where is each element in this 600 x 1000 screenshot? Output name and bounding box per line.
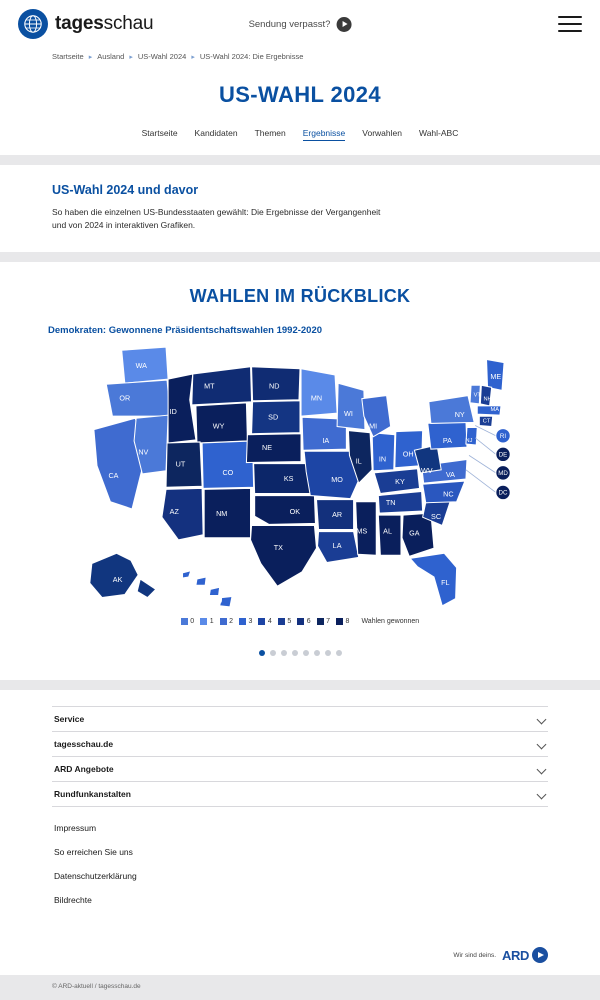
footer-link-datenschutz[interactable]: Datenschutzerklärung: [54, 871, 137, 882]
svg-text:ME: ME: [490, 372, 502, 382]
svg-text:OK: OK: [289, 507, 301, 517]
site-header: [0, 0, 600, 48]
breadcrumb: [0, 48, 600, 68]
ard-claim: Wir sind deins.: [453, 951, 497, 959]
legend-item-1: [200, 618, 213, 625]
carousel-dot-8[interactable]: [336, 650, 342, 656]
svg-text:KS: KS: [283, 474, 294, 484]
ard-logo-text: ARD: [502, 947, 529, 963]
svg-text:CT: CT: [482, 418, 491, 425]
legend-item-0: [181, 618, 194, 625]
svg-text:LA: LA: [332, 541, 342, 551]
breadcrumb-item-2[interactable]: US-Wahl 2024: [137, 52, 187, 61]
carousel-dot-4[interactable]: [292, 650, 298, 656]
hamburger-menu-icon[interactable]: [558, 16, 582, 32]
svg-text:KY: KY: [395, 477, 405, 487]
svg-text:OR: OR: [119, 394, 131, 404]
svg-text:UT: UT: [175, 460, 186, 470]
tab-startseite[interactable]: Startseite: [141, 128, 178, 138]
legend-value-3: 3: [248, 618, 253, 626]
teaser-headline[interactable]: US-Wahl 2024 und davor: [52, 183, 199, 197]
section-nav: [0, 116, 600, 155]
tagesschau-globe-icon: [18, 9, 48, 39]
chart-section: [0, 262, 600, 680]
chart-title: WAHLEN IM RÜCKBLICK: [189, 286, 411, 307]
chevron-down-icon: [537, 715, 546, 724]
chart-subtitle: Demokraten: Gewonnene Präsidentschaftswahlen 1992-2020: [48, 325, 323, 337]
svg-text:SD: SD: [268, 412, 279, 422]
svg-text:MT: MT: [204, 381, 215, 391]
breadcrumb-separator-icon: ▸: [191, 53, 195, 61]
svg-text:NE: NE: [262, 443, 273, 453]
carousel-dot-5[interactable]: [303, 650, 309, 656]
svg-text:GA: GA: [409, 529, 420, 539]
svg-text:WY: WY: [212, 421, 225, 431]
svg-text:WV: WV: [420, 466, 433, 476]
svg-text:IA: IA: [322, 436, 330, 446]
legend-item-8: [336, 618, 349, 625]
legend-item-6: [297, 618, 310, 625]
svg-text:IL: IL: [355, 456, 362, 466]
svg-text:NM: NM: [216, 509, 228, 519]
accordion-ard-angebote-label: ARD Angebote: [54, 764, 114, 775]
chevron-down-icon: [537, 740, 546, 749]
breadcrumb-separator-icon: ▸: [88, 53, 93, 61]
legend-value-6: 6: [306, 618, 311, 626]
svg-text:MD: MD: [498, 470, 508, 478]
us-choropleth-map[interactable]: [0, 342, 600, 612]
tab-wahl-abc[interactable]: Wahl-ABC: [418, 128, 459, 138]
svg-text:ID: ID: [169, 407, 177, 417]
legend-value-4: 4: [267, 618, 272, 626]
carousel-dot-1[interactable]: [259, 650, 265, 656]
carousel-dot-3[interactable]: [281, 650, 287, 656]
legend-item-2: [220, 618, 233, 625]
legend-item-7: [317, 618, 330, 625]
teaser-text: So haben die einzelnen US-Bundesstaaten gewählt: Die Ergebnisse der Vergangenheit und von 2024 in interaktiven Grafiken.: [52, 207, 381, 231]
tab-kandidaten[interactable]: Kandidaten: [194, 128, 238, 138]
chevron-down-icon: [537, 765, 546, 774]
svg-text:VT: VT: [473, 392, 481, 399]
svg-text:ND: ND: [269, 381, 280, 391]
svg-text:NH: NH: [483, 397, 492, 404]
svg-text:AL: AL: [383, 527, 393, 537]
tab-vorwahlen[interactable]: Vorwahlen: [362, 128, 402, 138]
svg-text:HI: HI: [216, 599, 223, 606]
logo-word-light: schau: [103, 13, 154, 34]
svg-text:RI: RI: [499, 433, 507, 441]
carousel-dot-2[interactable]: [270, 650, 276, 656]
legend-value-8: 8: [345, 618, 350, 626]
chevron-down-icon: [537, 790, 546, 799]
carousel-dot-6[interactable]: [314, 650, 320, 656]
carousel-pagination[interactable]: [0, 650, 600, 670]
footer-link-kontakt[interactable]: So erreichen Sie uns: [54, 847, 133, 858]
section-gap: [0, 155, 600, 165]
svg-text:PA: PA: [442, 436, 452, 446]
svg-text:NC: NC: [443, 489, 454, 499]
footer-link-impressum[interactable]: Impressum: [54, 823, 97, 834]
accordion-service[interactable]: [52, 706, 548, 732]
tab-ergebnisse[interactable]: Ergebnisse: [303, 128, 346, 141]
legend-value-7: 7: [326, 618, 331, 626]
svg-text:MN: MN: [310, 394, 323, 404]
tab-themen[interactable]: Themen: [254, 128, 286, 138]
svg-text:DE: DE: [498, 451, 508, 459]
breadcrumb-separator-icon: ▸: [129, 53, 133, 61]
missed-broadcast-label: Sendung verpasst?: [248, 18, 331, 30]
svg-text:OH: OH: [402, 449, 414, 459]
page-title: US-WAHL 2024: [218, 82, 382, 107]
svg-text:MS: MS: [356, 527, 368, 537]
breadcrumb-item-0[interactable]: Startseite: [52, 52, 84, 61]
svg-text:WI: WI: [344, 409, 353, 419]
svg-text:FL: FL: [441, 578, 450, 588]
logo-word-bold: tages: [55, 13, 104, 34]
ard-branding: [52, 919, 548, 975]
accordion-service-label: Service: [54, 714, 85, 725]
svg-text:MA: MA: [490, 407, 500, 414]
legend-label: Wahlen gewonnen: [361, 618, 420, 626]
breadcrumb-item-1[interactable]: Ausland: [97, 52, 125, 61]
svg-text:SC: SC: [431, 512, 442, 522]
svg-text:MO: MO: [331, 475, 343, 485]
svg-text:AR: AR: [332, 510, 343, 520]
svg-text:MI: MI: [369, 421, 378, 431]
breadcrumb-item-3[interactable]: US-Wahl 2024: Die Ergebnisse: [199, 52, 304, 61]
footer-links: [52, 807, 548, 905]
legend-item-3: [239, 618, 252, 625]
svg-text:CA: CA: [108, 471, 119, 481]
svg-text:AZ: AZ: [169, 507, 179, 517]
svg-text:VA: VA: [445, 470, 455, 480]
site-footer: [0, 690, 600, 975]
missed-broadcast-link[interactable]: [249, 17, 352, 32]
svg-text:AK: AK: [112, 575, 123, 585]
legend-value-5: 5: [287, 618, 292, 626]
svg-text:IN: IN: [378, 454, 387, 464]
section-gap: [0, 252, 600, 262]
ard-play-icon: [532, 947, 548, 963]
legend-value-0: 0: [190, 618, 195, 626]
svg-text:NV: NV: [138, 447, 149, 457]
accordion-rundfunkanstalten[interactable]: [52, 782, 548, 807]
ard-logo[interactable]: [502, 947, 548, 963]
tagesschau-logo[interactable]: [18, 9, 153, 39]
teaser-block: [0, 165, 600, 252]
legend-item-4: [258, 618, 271, 625]
page-title-band: [0, 68, 600, 116]
svg-text:TX: TX: [273, 543, 283, 553]
play-icon[interactable]: [336, 17, 351, 32]
legend-value-2: 2: [229, 618, 234, 626]
accordion-tagesschau[interactable]: [52, 732, 548, 757]
legend-value-1: 1: [209, 618, 214, 626]
svg-text:NJ: NJ: [465, 438, 473, 445]
carousel-dot-7[interactable]: [325, 650, 331, 656]
accordion-rundfunkanstalten-label: Rundfunkanstalten: [54, 789, 131, 800]
copyright: © ARD-aktuell / tagesschau.de: [0, 975, 600, 1000]
svg-text:NY: NY: [454, 410, 465, 420]
svg-text:WA: WA: [135, 361, 147, 371]
footer-link-bildrechte[interactable]: Bildrechte: [54, 895, 92, 906]
svg-text:CO: CO: [222, 468, 234, 478]
svg-text:TN: TN: [385, 498, 396, 508]
logo-wordmark: [55, 13, 153, 35]
chart-legend: [0, 618, 600, 625]
accordion-tagesschau-label: tagesschau.de: [54, 739, 114, 750]
legend-item-5: [278, 618, 291, 625]
accordion-ard-angebote[interactable]: [52, 757, 548, 782]
svg-text:DC: DC: [498, 489, 508, 497]
